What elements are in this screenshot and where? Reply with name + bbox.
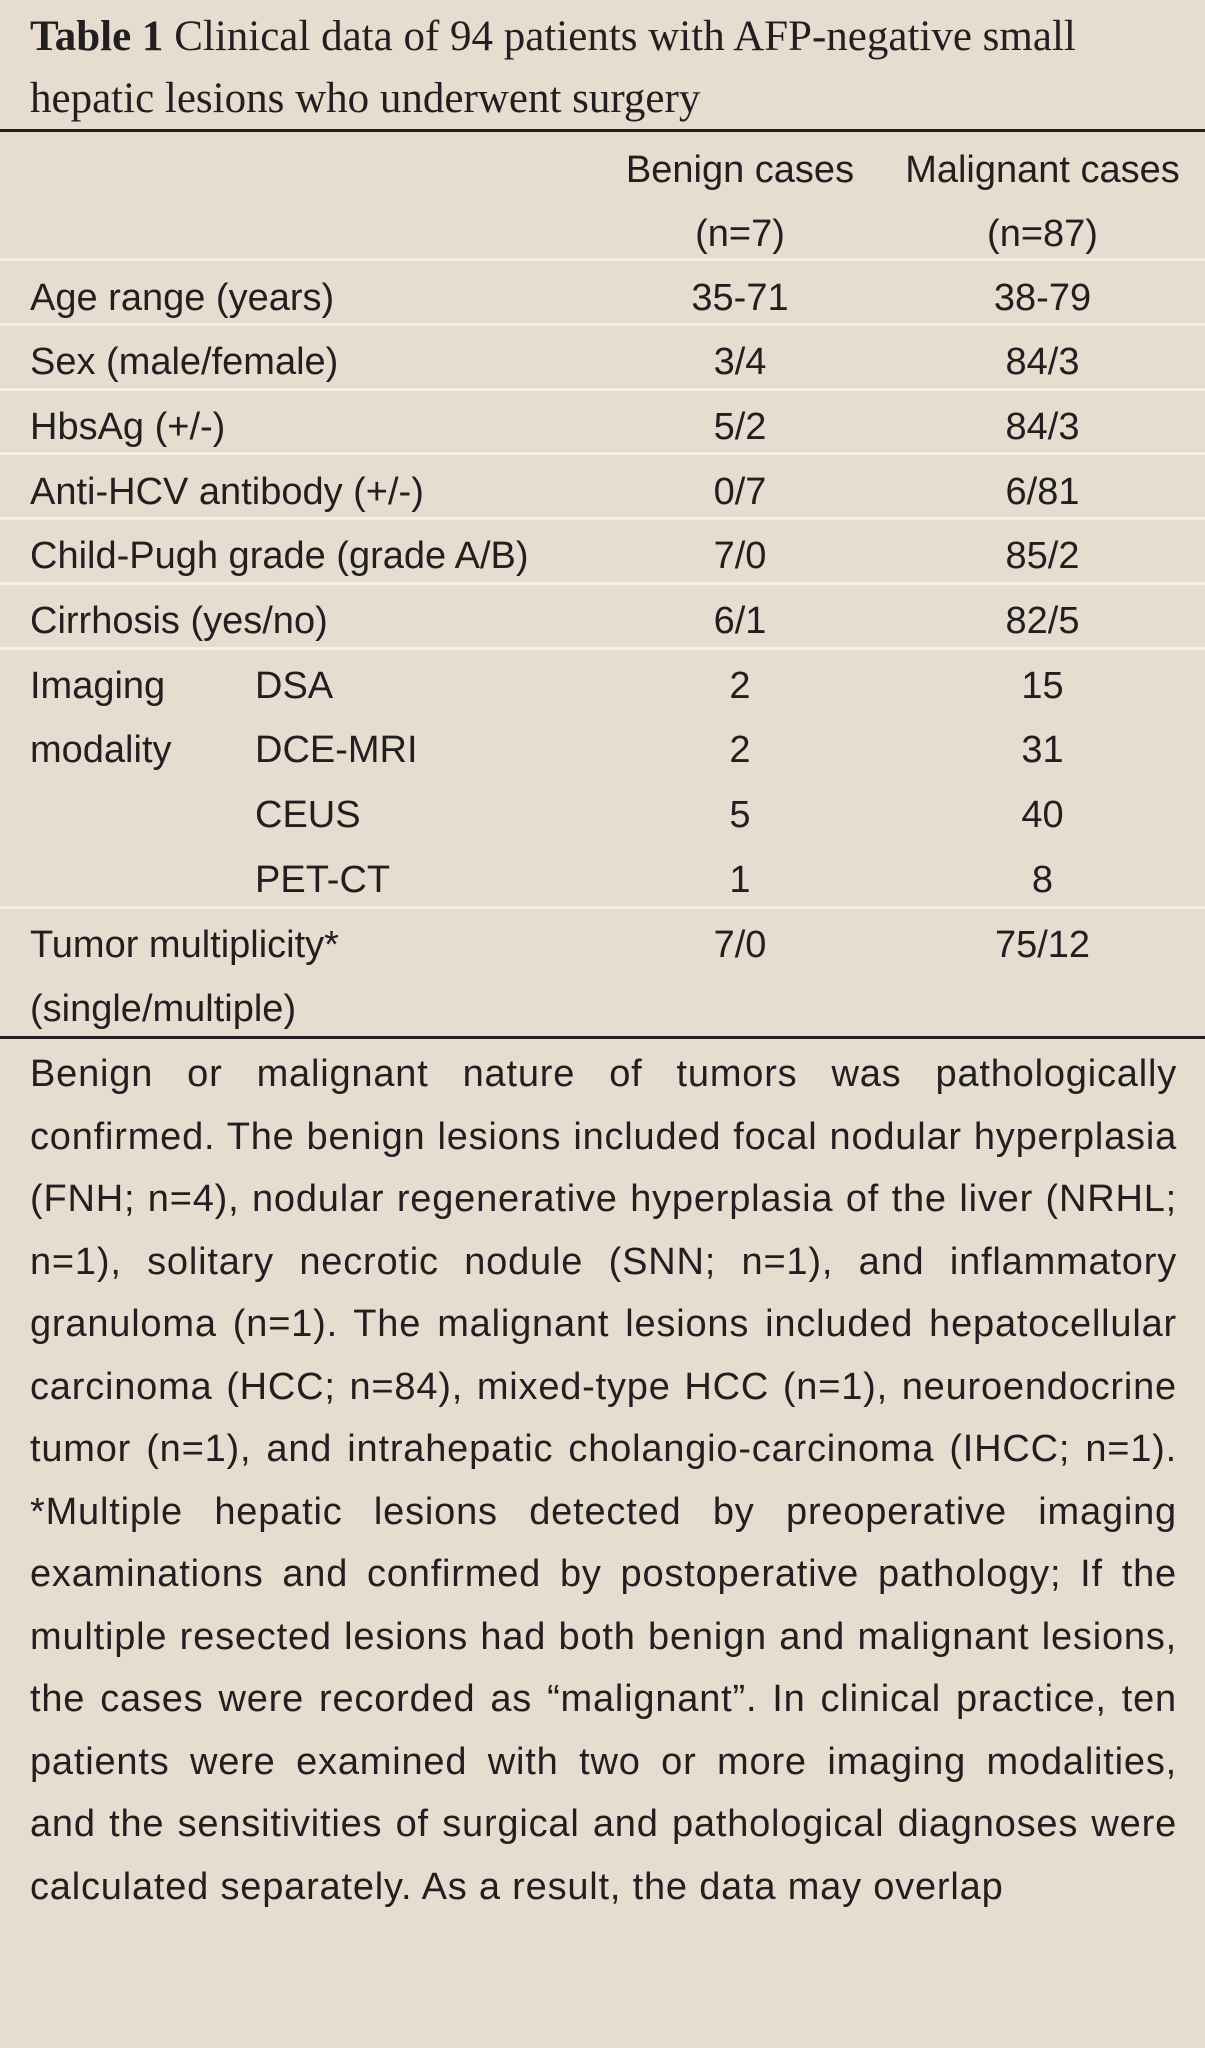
- header-malignant: Malignant cases: [905, 149, 1180, 191]
- imaging-malignant-value: 40: [1021, 794, 1064, 836]
- imaging-benign-value: 5: [729, 794, 751, 836]
- row-malignant-value: 82/5: [1005, 600, 1080, 642]
- row-separator: [0, 517, 1205, 520]
- imaging-malignant-value: 31: [1021, 729, 1064, 771]
- row-separator: [0, 452, 1205, 455]
- row-benign-value: 35-71: [691, 277, 789, 319]
- row-benign-value: 3/4: [713, 341, 767, 383]
- table-caption: [30, 6, 1190, 130]
- table-bottom-rule: [0, 1036, 1205, 1039]
- table-caption-text: Clinical data of 94 patients with AFP-negative small hepatic lesions who underwent surgery: [30, 13, 1076, 122]
- header-benign: Benign cases: [625, 149, 855, 191]
- multiplicity-benign-value: 7/0: [713, 924, 767, 966]
- row-malignant-value: 84/3: [1005, 406, 1080, 448]
- row-label: Child-Pugh grade (grade A/B): [30, 535, 529, 577]
- imaging-malignant-value: 15: [1021, 665, 1064, 707]
- row-label: Anti-HCV antibody (+/-): [30, 471, 424, 513]
- multiplicity-malignant-value: 75/12: [994, 924, 1091, 966]
- imaging-benign-value: 2: [729, 729, 751, 771]
- row-separator: [0, 258, 1205, 261]
- multiplicity-label: Tumor multiplicity*: [30, 924, 339, 966]
- row-label: Age range (years): [30, 277, 335, 319]
- imaging-group-label: Imaging: [30, 665, 166, 707]
- imaging-item-label: PET-CT: [255, 859, 391, 901]
- row-benign-value: 0/7: [713, 471, 767, 513]
- row-benign-value: 5/2: [713, 406, 767, 448]
- row-benign-value: 6/1: [713, 600, 767, 642]
- row-malignant-value: 6/81: [1005, 471, 1080, 513]
- imaging-benign-value: 2: [729, 665, 751, 707]
- table-footnote: Benign or malignant nature of tumors was pathologically confirmed. The benign lesions included focal nodular hyperplasia (FNH; n=4), nodular regenerative hyperplasia of the liver (NRHL; n=1), solitary necrotic nodule (SNN; n=1), and inflammatory granuloma (n=1). The malignant lesions included hepatocellular carcinoma (HCC; n=84), mixed-type HCC (n=1), neuroendocrine tumor (n=1), and intrahepatic cholangio-carcinoma (IHCC; n=1). *Multiple hepatic lesions detected by preoperative imaging examinations and confirmed by postoperative pathology; If the multiple resected lesions had both benign and malignant lesions, the cases were recorded as “malignant”. In clinical practice, ten patients were examined with two or more imaging modalities, and the sensitivities of surgical and pathological diagnoses were calculated separately. As a result, the data may overlap: [30, 1053, 1177, 1908]
- row-malignant-value: 38-79: [993, 277, 1092, 319]
- imaging-malignant-value: 8: [1031, 859, 1054, 901]
- row-separator: [0, 582, 1205, 585]
- imaging-group-label-2: modality: [30, 729, 172, 771]
- table-top-rule: [0, 129, 1205, 132]
- row-separator: [0, 647, 1205, 650]
- header-malignant-n: (n=87): [987, 213, 1098, 255]
- imaging-benign-value: 1: [729, 859, 751, 901]
- row-label: Cirrhosis (yes/no): [30, 600, 328, 642]
- row-benign-value: 7/0: [713, 535, 767, 577]
- row-separator: [0, 906, 1205, 909]
- header-benign-n: (n=7): [695, 213, 785, 255]
- row-label: HbsAg (+/-): [30, 406, 226, 448]
- multiplicity-label-2: (single/multiple): [30, 988, 297, 1030]
- row-separator: [0, 388, 1205, 391]
- table-caption-label: Table 1: [30, 13, 164, 60]
- row-separator: [0, 323, 1205, 326]
- row-malignant-value: 85/2: [1005, 535, 1080, 577]
- imaging-item-label: DSA: [255, 665, 334, 707]
- row-malignant-value: 84/3: [1005, 341, 1080, 383]
- imaging-item-label: CEUS: [255, 794, 361, 836]
- imaging-item-label: DCE-MRI: [255, 729, 418, 771]
- row-label: Sex (male/female): [30, 341, 339, 383]
